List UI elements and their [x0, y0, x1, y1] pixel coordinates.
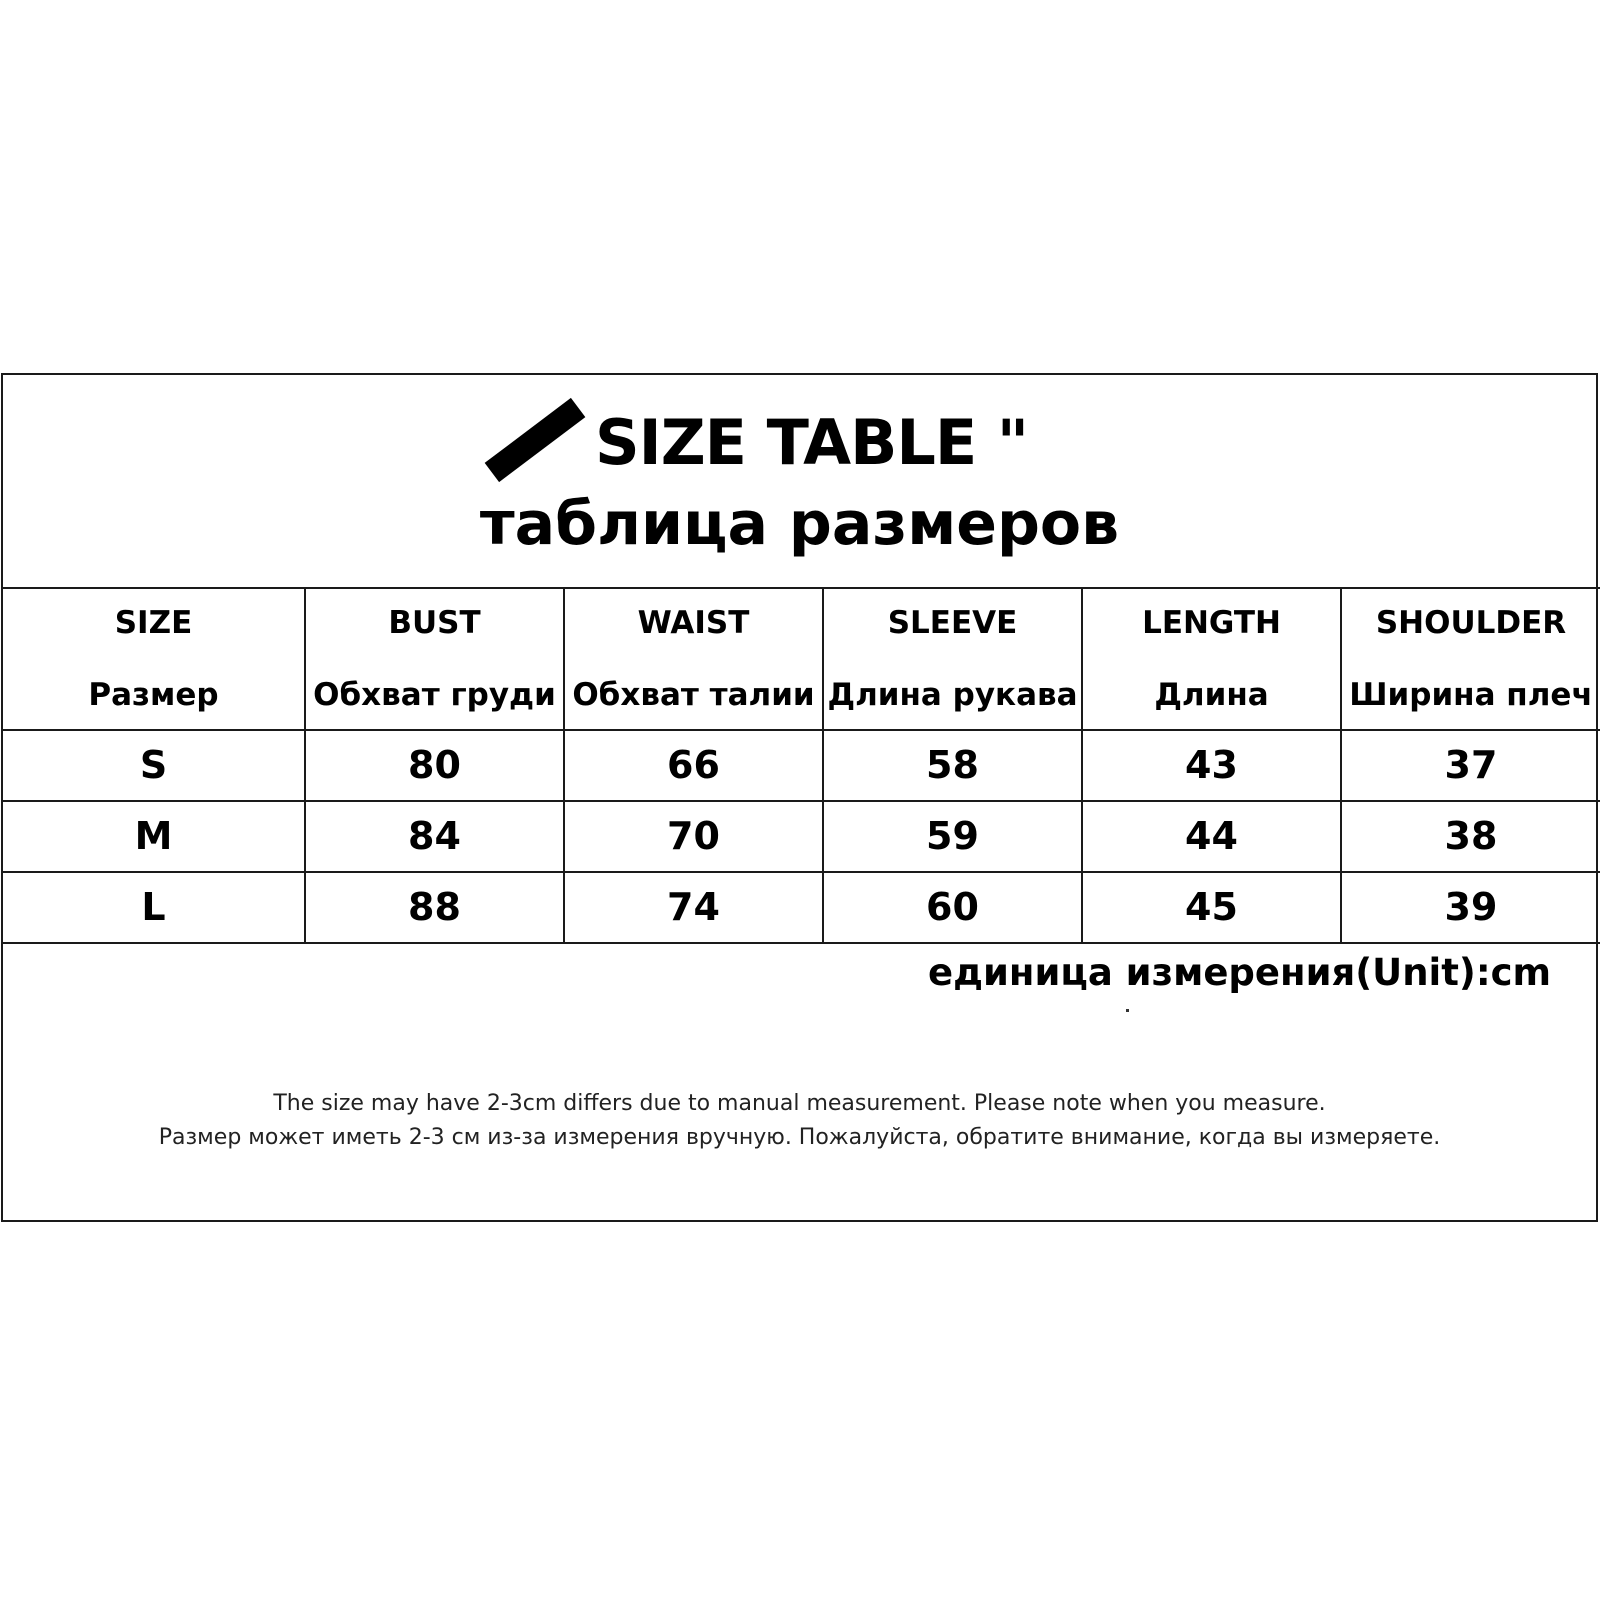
cell-size: S — [3, 730, 305, 801]
table-row — [3, 730, 1600, 801]
cell-shoulder: 38 — [1341, 801, 1600, 872]
header-label-ru: Длина — [1154, 677, 1269, 713]
header-shoulder — [1341, 588, 1600, 730]
title-english: SIZE TABLE " — [595, 406, 1029, 479]
header-label-ru: Длина рукава — [827, 677, 1078, 713]
cell-waist: 66 — [564, 730, 823, 801]
cell-length: 45 — [1082, 872, 1341, 943]
cell-sleeve: 60 — [823, 872, 1082, 943]
title-block — [3, 375, 1596, 589]
header-label-ru: Ширина плеч — [1349, 677, 1593, 713]
size-chart-frame — [1, 373, 1598, 1222]
header-label-en: SIZE — [114, 605, 193, 641]
unit-note: единица измерения(Unit):cm — [928, 951, 1552, 994]
cell-bust: 88 — [305, 872, 564, 943]
header-label-en: SLEEVE — [887, 605, 1018, 641]
cell-sleeve: 58 — [823, 730, 1082, 801]
header-label-en: SHOULDER — [1375, 605, 1567, 641]
cell-size: L — [3, 872, 305, 943]
cell-length: 43 — [1082, 730, 1341, 801]
header-size — [3, 588, 305, 730]
title-russian: таблица размеров — [479, 489, 1120, 559]
cell-bust: 84 — [305, 801, 564, 872]
header-label-ru: Обхват груди — [313, 677, 556, 713]
header-waist — [564, 588, 823, 730]
disclaimer-russian: Размер может иметь 2-3 см из-за измерения вручную. Пожалуйста, обратите внимание, когда вы измеряете. — [158, 1125, 1441, 1150]
cell-sleeve: 59 — [823, 801, 1082, 872]
cell-length: 44 — [1082, 801, 1341, 872]
table-row — [3, 872, 1600, 943]
cell-waist: 74 — [564, 872, 823, 943]
cell-bust: 80 — [305, 730, 564, 801]
header-sleeve — [823, 588, 1082, 730]
header-label-ru: Обхват талии — [572, 677, 815, 713]
measurement-disclaimer — [3, 1087, 1596, 1155]
cell-shoulder: 39 — [1341, 872, 1600, 943]
header-label-en: WAIST — [637, 605, 750, 641]
header-bust — [305, 588, 564, 730]
diagonal-bar-icon — [485, 398, 586, 482]
table-row — [3, 801, 1600, 872]
header-length — [1082, 588, 1341, 730]
header-label-en: LENGTH — [1142, 605, 1281, 641]
header-label-ru: Размер — [88, 677, 219, 713]
table-header-row — [3, 588, 1600, 730]
header-label-en: BUST — [388, 605, 481, 641]
cell-shoulder: 37 — [1341, 730, 1600, 801]
cell-waist: 70 — [564, 801, 823, 872]
cell-size: M — [3, 801, 305, 872]
stray-dot-mark — [1126, 1009, 1129, 1012]
disclaimer-english: The size may have 2-3cm differs due to manual measurement. Please note when you measure. — [273, 1091, 1326, 1116]
size-table — [3, 587, 1600, 944]
